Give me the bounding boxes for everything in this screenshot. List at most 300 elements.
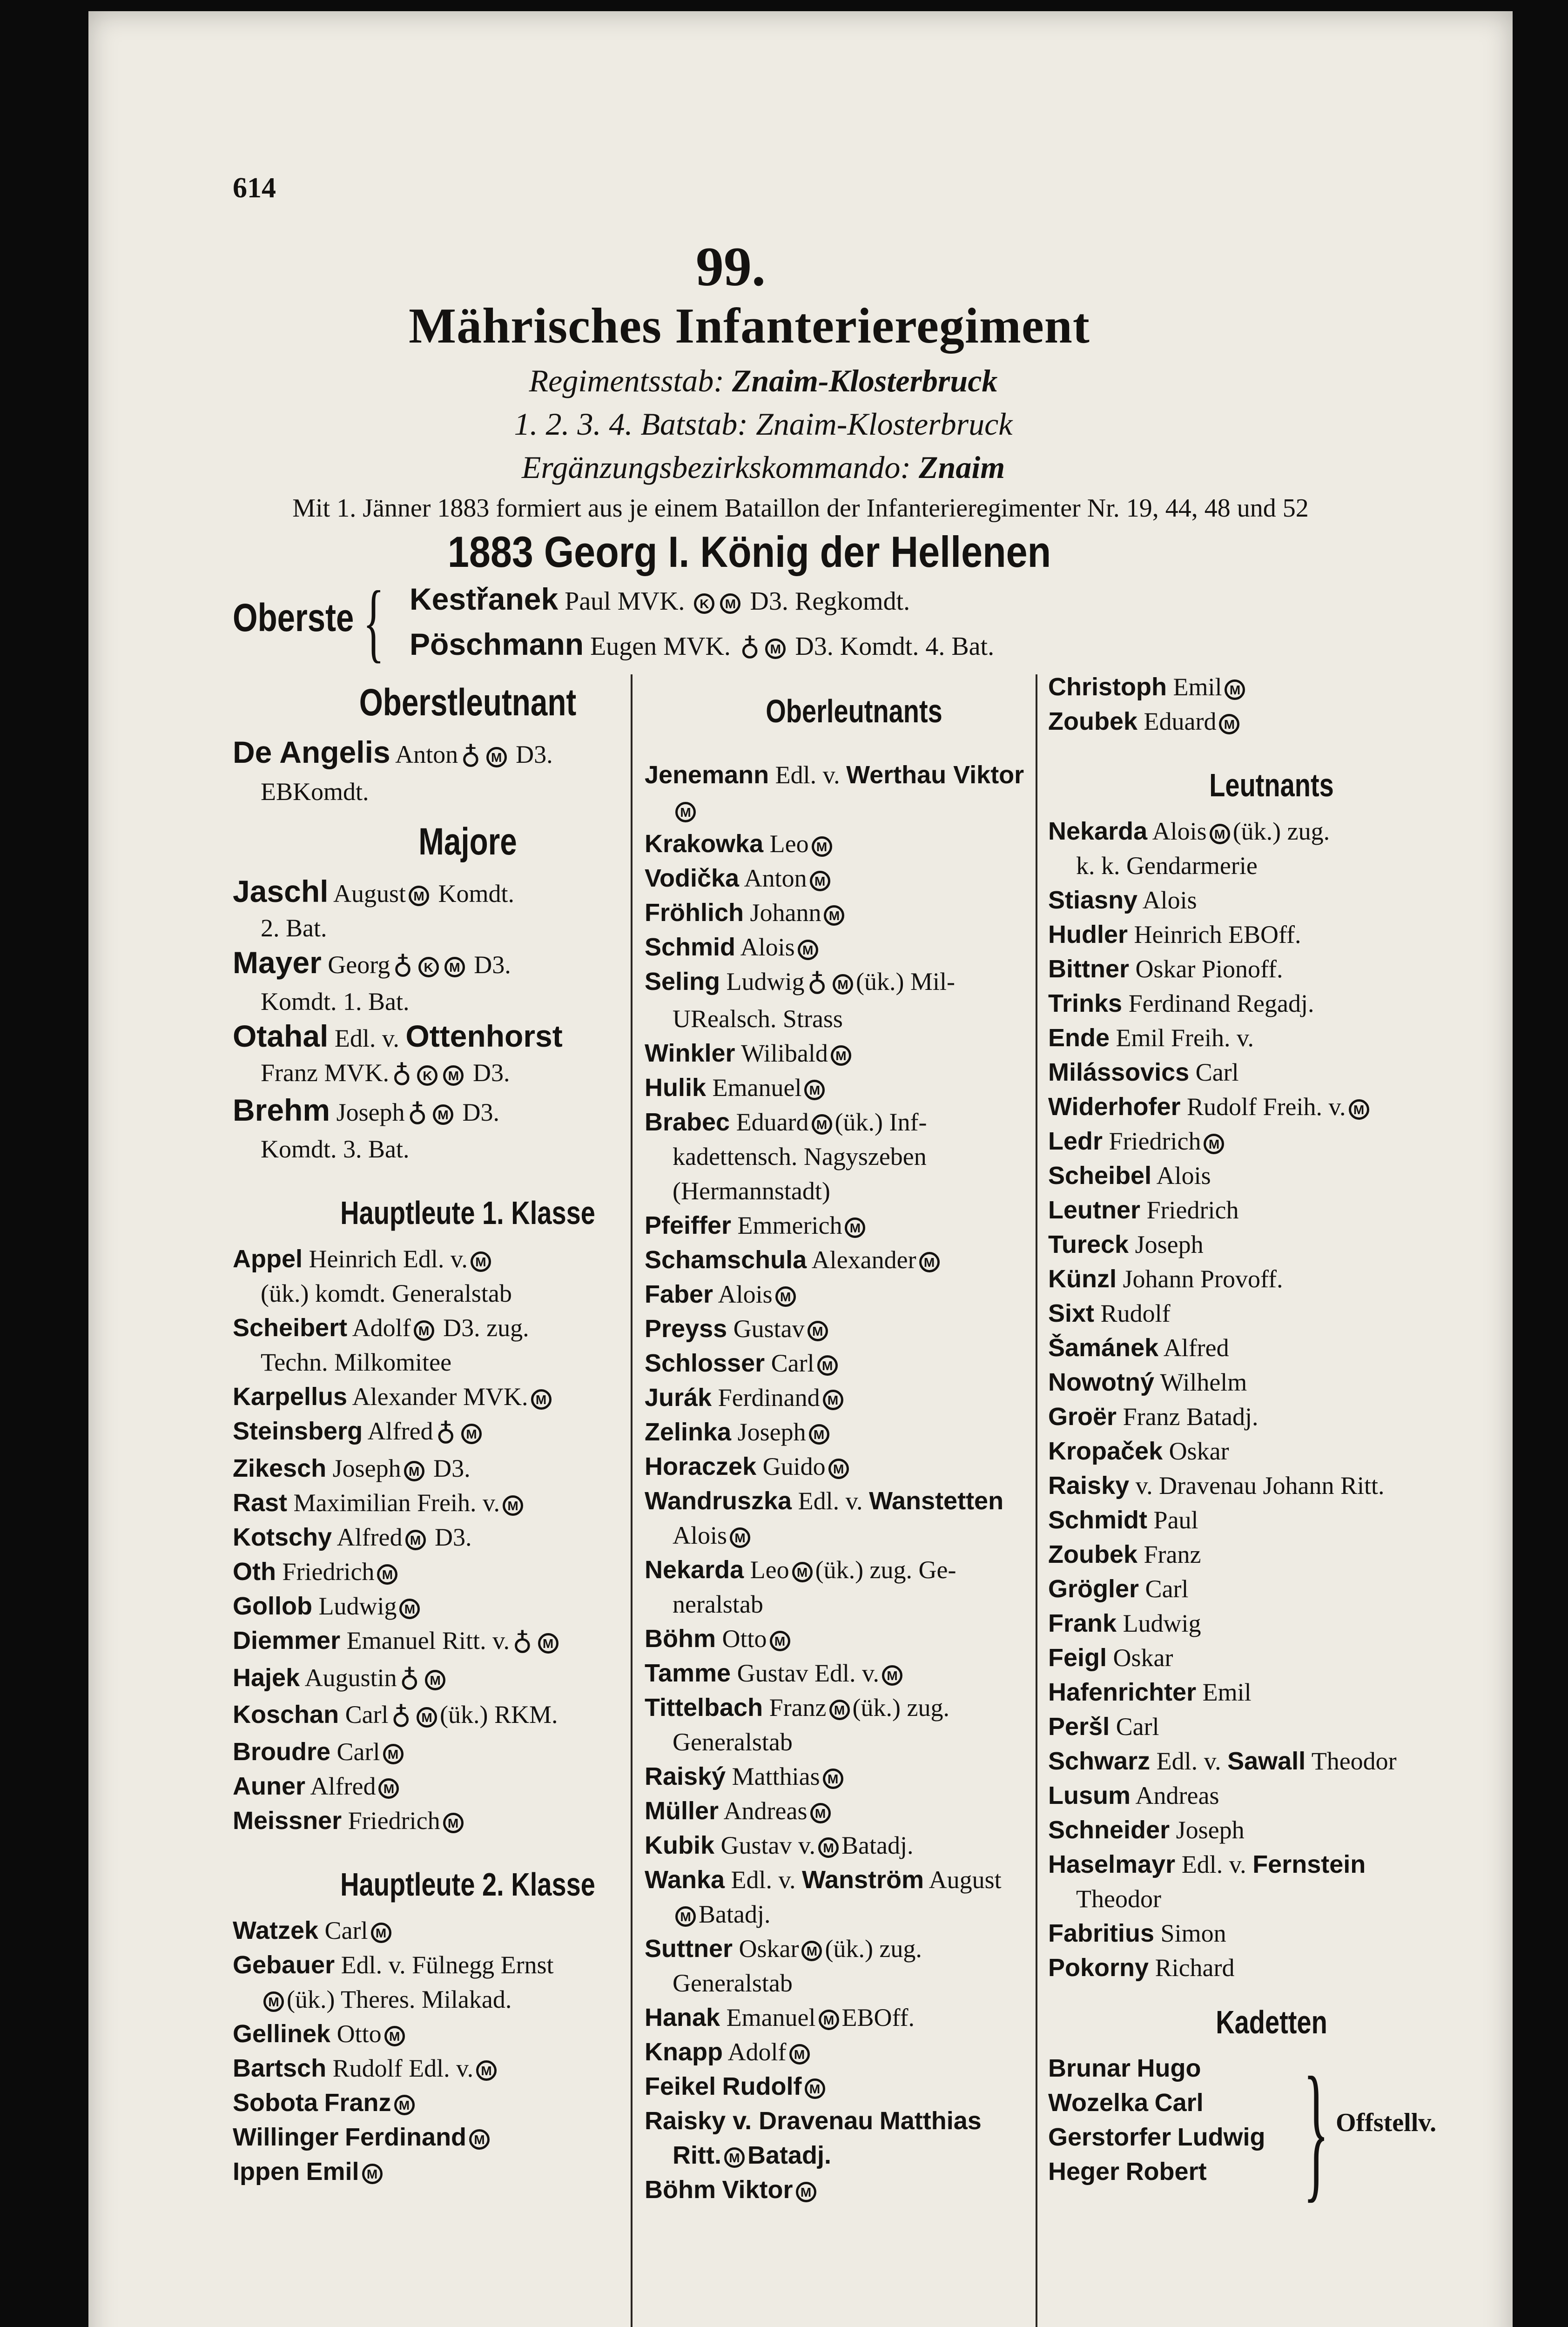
officer-detail: Gustav xyxy=(733,1314,805,1343)
officer-name: Pokorny xyxy=(1048,1954,1149,1982)
officer-detail: Oskar xyxy=(739,1934,799,1963)
list-item xyxy=(233,1414,703,1451)
m-decoration-icon: M xyxy=(362,2164,383,2184)
officer-name: Grögler xyxy=(1048,1575,1139,1603)
officer-detail: Carl xyxy=(336,1737,380,1766)
m-decoration-icon: M xyxy=(371,1923,391,1943)
officer-name: Wandruszka xyxy=(645,1486,792,1515)
officer-detail: Rudolf xyxy=(722,2072,802,2100)
officer-name: Hudler xyxy=(1048,921,1128,948)
officer-name: Nekarda xyxy=(645,1555,744,1584)
officer-name: Rast xyxy=(233,1489,288,1517)
officer-detail: August xyxy=(929,1865,1002,1894)
m-decoration-icon: M xyxy=(404,1461,424,1481)
officer-tail: D3. xyxy=(474,950,511,979)
officer-name: Heger xyxy=(1048,2158,1120,2186)
list-item-continuation: EBKomdt. xyxy=(261,777,369,806)
section-heading: Kadetten xyxy=(1216,2004,1327,2040)
list-item xyxy=(645,1484,1063,1518)
officer-detail: Franz Batadj. xyxy=(1123,1403,1258,1431)
officer-detail: Adolf xyxy=(727,2038,787,2066)
officer-given: Georg xyxy=(328,950,390,979)
officer-detail: Heinrich Edl. v. xyxy=(309,1245,468,1273)
m-decoration-icon: M xyxy=(801,1941,822,1961)
officer-name: Sixt xyxy=(1048,1299,1095,1327)
officer-name: Brehm xyxy=(233,1092,330,1127)
officer-name: Karpellus xyxy=(233,1383,348,1411)
list-item-continuation: Komdt. 3. Bat. xyxy=(261,1135,410,1164)
officer-detail: Johann xyxy=(750,899,821,927)
officer-name: Scheibert xyxy=(233,1314,348,1342)
officer-tail: Batadj. xyxy=(841,1831,914,1859)
officer-name: Raiský xyxy=(645,1762,726,1790)
officer-name: Meissner xyxy=(233,1806,342,1835)
officer-name: Horaczek xyxy=(645,1452,757,1480)
m-decoration-icon: M xyxy=(805,2078,825,2099)
officer-detail: Alfred xyxy=(1163,1334,1229,1362)
list-item xyxy=(645,1105,1063,1139)
m-decoration-icon: M xyxy=(443,1065,464,1086)
officer-name: Lusum xyxy=(1048,1782,1131,1809)
list-item xyxy=(645,2069,1063,2104)
officer-detail: v. Dravenau Johann Ritt. xyxy=(1135,1472,1385,1500)
column-left xyxy=(233,670,703,2189)
batstab-value: Znaim-Klosterbruck xyxy=(755,406,1013,442)
officer-tail: D3. xyxy=(472,1059,510,1087)
officer-name: Nekarda xyxy=(1048,817,1148,845)
list-item xyxy=(1048,986,1495,1021)
officer-name: Auner xyxy=(233,1772,306,1800)
officer-detail: Adolf xyxy=(352,1314,411,1342)
officer-name: Jaschl xyxy=(233,874,329,908)
kadetten-brace: } xyxy=(1303,2046,1329,2216)
list-item-continuation: Theodor xyxy=(1076,1885,1161,1913)
oberst-given: Paul MVK. xyxy=(565,587,685,616)
officer-detail: Oskar xyxy=(1113,1644,1173,1672)
m-decoration-icon: M xyxy=(828,1459,849,1479)
officer-detail: Rudolf Freih. v. xyxy=(1187,1093,1346,1121)
ergaenzung-line xyxy=(88,449,1475,486)
m-decoration-icon: M xyxy=(798,940,818,960)
m-decoration-icon: M xyxy=(809,1424,829,1445)
officer-tail: Batadj. xyxy=(699,1900,771,1928)
officer-name: Hafenrichter xyxy=(1048,1678,1197,1706)
officer-name: Raisky v. Dravenau xyxy=(645,2106,874,2135)
officer-detail: Carl xyxy=(1145,1575,1189,1603)
officer-name: Diemmer xyxy=(233,1627,341,1655)
list-item xyxy=(645,1759,1063,1794)
section-heading: Oberstleutnant xyxy=(359,681,577,724)
cross-decoration-icon: ♁ xyxy=(391,1059,412,1091)
list-item xyxy=(1048,1916,1495,1950)
officer-name: Wanstetten xyxy=(869,1486,1004,1515)
column-middle xyxy=(645,681,1063,2207)
section-heading: Leutnants xyxy=(1209,767,1334,803)
m-decoration-icon: M xyxy=(789,2044,810,2065)
officer-name: Gerstorfer xyxy=(1048,2123,1171,2151)
m-decoration-icon: M xyxy=(824,905,844,926)
officer-mid: Edl. v. xyxy=(334,1024,399,1053)
officer-detail: Viktor xyxy=(722,2175,793,2204)
officer-name: Schamschula xyxy=(645,1245,807,1274)
officer-name: Oth xyxy=(233,1558,276,1586)
list-item xyxy=(233,2120,703,2154)
officer-name: De Angelis xyxy=(233,735,390,769)
officer-name: Kubik xyxy=(645,1831,715,1859)
cross-decoration-icon: ♁ xyxy=(399,1664,420,1696)
officer-name: Ende xyxy=(1048,1024,1110,1052)
m-decoration-icon: M xyxy=(538,1633,559,1654)
m-decoration-icon: M xyxy=(384,2026,405,2046)
officer-detail: Ferdinand xyxy=(345,2123,467,2151)
regimentsstab-label: Regimentsstab: xyxy=(529,363,724,398)
officer-tail: Komdt. xyxy=(438,879,515,908)
list-item xyxy=(645,895,1063,930)
officer-name: Mayer xyxy=(233,945,322,980)
officer-name: Tittelbach xyxy=(645,1693,763,1722)
regiment-number: 99. xyxy=(696,235,766,297)
cross-decoration-icon: ♁ xyxy=(740,633,760,665)
m-decoration-icon: M xyxy=(796,2182,816,2202)
m-decoration-icon: M xyxy=(823,1390,843,1410)
list-item-continuation: (Hermannstadt) xyxy=(673,1177,830,1205)
officer-detail: Edl. v. Fülnegg Ernst xyxy=(341,1950,554,1979)
officer-detail: Andreas xyxy=(723,1796,808,1825)
officer-detail: Oskar Pionoff. xyxy=(1135,955,1283,983)
officer-detail: Alfred xyxy=(310,1772,376,1800)
list-item xyxy=(1048,1709,1495,1744)
officer-tail: (ük.) zug. xyxy=(1232,817,1330,845)
list-item xyxy=(645,1931,1063,1966)
oberste-brace: { xyxy=(363,573,384,671)
m-decoration-icon: M xyxy=(1204,1134,1224,1154)
list-item xyxy=(645,861,1063,895)
column-right xyxy=(1048,670,1495,2189)
officer-detail: Ferdinand Regadj. xyxy=(1128,989,1314,1017)
list-item xyxy=(1048,1090,1495,1124)
officer-tail: (ük.) Mil- xyxy=(856,968,955,995)
page-number: 614 xyxy=(233,172,276,204)
list-item xyxy=(233,2017,703,2051)
list-item xyxy=(233,1093,703,1132)
list-item xyxy=(645,1277,1063,1311)
m-decoration-icon: M xyxy=(812,1114,832,1135)
officer-detail: Carl xyxy=(1154,2089,1204,2117)
officer-detail: Maximilian Freih. v. xyxy=(293,1489,500,1517)
list-item xyxy=(645,1621,1063,1656)
list-item xyxy=(1048,1124,1495,1158)
officer-detail: Edl. v. xyxy=(798,1486,863,1515)
list-item xyxy=(233,1948,703,1982)
list-item xyxy=(645,1415,1063,1449)
list-item xyxy=(1048,1950,1495,1985)
oberst-name: Pöschmann xyxy=(410,627,584,661)
list-item xyxy=(1048,1296,1495,1331)
list-item xyxy=(1048,1847,1495,1882)
k-decoration-icon: K xyxy=(417,1065,437,1086)
officer-name: Knapp xyxy=(645,2038,723,2066)
officer-name: Sawall xyxy=(1227,1747,1306,1775)
officer-detail: Eduard xyxy=(736,1108,809,1136)
officer-tail: (ük.) zug. xyxy=(852,1693,949,1722)
list-item xyxy=(1048,1813,1495,1847)
officer-name: Willinger xyxy=(233,2123,339,2151)
officer-name: Fröhlich xyxy=(645,899,744,927)
officer-detail: Hugo xyxy=(1137,2054,1201,2082)
cross-decoration-icon: ♁ xyxy=(461,741,481,773)
m-decoration-icon: M xyxy=(399,1599,420,1619)
list-item xyxy=(645,964,1063,1002)
list-item xyxy=(233,874,703,911)
officer-name: Winkler xyxy=(645,1039,735,1067)
ergaenzung-label: Ergänzungsbezirkskommando: xyxy=(521,450,911,485)
officer-tail: (ük.) zug. xyxy=(825,1934,922,1963)
oberst-row xyxy=(410,582,910,619)
officer-detail: Robert xyxy=(1125,2158,1207,2186)
officer-detail: Carl xyxy=(1195,1058,1239,1086)
list-item xyxy=(233,1554,703,1589)
m-decoration-icon: M xyxy=(443,1813,464,1833)
section-heading: Hauptleute 1. Klasse xyxy=(340,1195,595,1231)
list-item xyxy=(233,1520,703,1554)
list-item xyxy=(1048,917,1495,952)
list-item xyxy=(1048,1503,1495,1537)
officer-name: Seling xyxy=(645,968,720,995)
list-item xyxy=(233,2085,703,2120)
officer-tail: D3. zug. xyxy=(443,1314,529,1342)
officer-name: Milássovics xyxy=(1048,1058,1190,1086)
officer-tail: D3. xyxy=(435,1523,472,1552)
officer-name: Böhm xyxy=(645,2175,716,2204)
list-item xyxy=(1048,1021,1495,1055)
list-item-continuation: (ük.) komdt. Generalstab xyxy=(261,1279,512,1308)
officer-name: Werthau Viktor xyxy=(846,761,1024,789)
officer-detail: Emil Freih. v. xyxy=(1116,1024,1254,1052)
list-item xyxy=(1048,1675,1495,1709)
m-decoration-icon: M xyxy=(409,886,429,906)
officer-detail: Friedrich xyxy=(1109,1127,1201,1155)
officer-name: Koschan xyxy=(233,1701,339,1729)
officer-name: Peršl xyxy=(1048,1713,1110,1741)
officer-detail: Edl. v. xyxy=(1181,1850,1246,1878)
list-item xyxy=(1048,1331,1495,1365)
m-decoration-icon: M xyxy=(433,1104,453,1125)
officer-tail: (ük.) zug. Ge- xyxy=(815,1555,956,1584)
m-decoration-icon: M xyxy=(405,1530,426,1550)
officer-name: Zoubek xyxy=(1048,707,1138,735)
officer-detail: Rudolf xyxy=(1100,1299,1171,1327)
officer-name: Kotschy xyxy=(233,1523,332,1552)
m-decoration-icon: M xyxy=(829,1700,850,1720)
m-decoration-icon: M xyxy=(417,1707,437,1728)
m-decoration-icon: M xyxy=(831,1045,851,1066)
list-item xyxy=(1048,1778,1495,1813)
officer-name: Schmid xyxy=(645,933,736,961)
list-item xyxy=(1048,814,1495,848)
m-decoration-icon: M xyxy=(1225,679,1245,700)
section-heading: Hauptleute 2. Klasse xyxy=(340,1866,595,1903)
officer-detail: Leo xyxy=(750,1555,789,1584)
officer-detail: Edl. v. xyxy=(731,1865,796,1894)
officer-detail: Franz xyxy=(324,2088,391,2117)
officer-detail: Matthias xyxy=(732,1762,820,1790)
officer-detail: Ludwig xyxy=(1123,1609,1201,1637)
officer-name: Kropaček xyxy=(1048,1437,1163,1465)
officer-name: Sobota xyxy=(233,2088,318,2117)
kadetten-group-label: Offstellv. xyxy=(1336,2108,1437,2137)
list-item xyxy=(645,1311,1063,1346)
officer-detail: Otto xyxy=(722,1624,767,1653)
list-item xyxy=(233,1589,703,1623)
list-item xyxy=(645,1380,1063,1415)
list-item-continuation xyxy=(645,1518,1063,1553)
list-item xyxy=(233,1735,703,1769)
officer-name: Faber xyxy=(645,1280,713,1308)
list-item xyxy=(645,930,1063,964)
officer-detail: Wilhelm xyxy=(1160,1368,1247,1396)
list-item xyxy=(1048,1227,1495,1262)
officer-name: Brabec xyxy=(645,1108,730,1136)
officer-given: Joseph xyxy=(336,1098,405,1126)
officer-name: Watzek xyxy=(233,1916,319,1944)
regiment-owner: 1883 Georg I. König der Hellenen xyxy=(447,527,1051,576)
list-item xyxy=(1048,2051,1495,2085)
list-item-continuation: neralstab xyxy=(673,1590,763,1618)
officer-detail: Johann Provoff. xyxy=(1123,1265,1283,1293)
officer-detail: Rudolf Edl. v. xyxy=(332,2054,474,2082)
list-item xyxy=(645,1828,1063,1863)
officer-detail: Joseph xyxy=(1135,1231,1204,1258)
officer-name: Zoubek xyxy=(1048,1540,1138,1568)
officer-name: Schmidt xyxy=(1048,1506,1148,1534)
officer-name: Suttner xyxy=(645,1934,733,1963)
officer-name: Otahal xyxy=(233,1019,329,1054)
officer-detail: Simon xyxy=(1160,1919,1226,1947)
list-item xyxy=(1048,1606,1495,1641)
officer-tail: Batadj. xyxy=(747,2141,832,2169)
m-decoration-icon: M xyxy=(819,2010,839,2030)
officer-detail: Alois xyxy=(1156,1162,1211,1190)
list-item xyxy=(1048,883,1495,917)
officer-name: Broudre xyxy=(233,1737,331,1766)
oberste-label: Oberste xyxy=(233,596,354,639)
regimentsstab-value: Znaim-Klosterbruck xyxy=(732,363,998,398)
officer-name: Schwarz xyxy=(1048,1747,1151,1775)
officer-tail: EBOff. xyxy=(841,2003,915,2031)
officer-name: Scheibel xyxy=(1048,1162,1152,1190)
m-decoration-icon: M xyxy=(730,1527,750,1548)
officer-name: Brunar xyxy=(1048,2054,1131,2082)
officer-name: Appel xyxy=(233,1245,303,1273)
officer-detail: Richard xyxy=(1155,1954,1235,1982)
list-item xyxy=(645,1553,1063,1587)
officer-detail: Franz xyxy=(1144,1540,1201,1568)
officer-name: Böhm xyxy=(645,1624,716,1653)
officer-detail: Carl xyxy=(771,1349,814,1377)
list-item xyxy=(233,1913,703,1948)
section-heading: Majore xyxy=(418,820,517,863)
list-item xyxy=(233,1311,703,1345)
m-decoration-icon: M xyxy=(469,2129,490,2150)
regiment-title: Mährisches Infanterieregiment xyxy=(409,298,1090,354)
m-decoration-icon: M xyxy=(882,1665,902,1686)
officer-detail: Emmerich xyxy=(737,1211,842,1239)
m-decoration-icon: M xyxy=(804,1080,825,1100)
officer-detail: Ferdinand xyxy=(718,1383,820,1412)
list-item xyxy=(1048,1537,1495,1572)
officer-detail: Alois xyxy=(718,1280,773,1308)
m-decoration-icon: M xyxy=(378,1778,399,1799)
officer-detail: Anton xyxy=(744,864,807,892)
m-decoration-icon: M xyxy=(845,1217,865,1238)
m-decoration-icon: M xyxy=(263,1991,284,2012)
officer-name: Raisky xyxy=(1048,1472,1130,1500)
officer-detail: Alexander MVK. xyxy=(352,1383,528,1411)
officer-given: Anton xyxy=(395,740,458,768)
document-page xyxy=(88,11,1513,2327)
list-item xyxy=(1048,1572,1495,1606)
officer-tail: (ük.) RKM. xyxy=(440,1701,558,1729)
m-decoration-icon: M xyxy=(818,1837,839,1858)
m-decoration-icon: M xyxy=(675,802,696,822)
officer-detail: Heinrich EBOff. xyxy=(1134,921,1301,948)
m-decoration-icon: M xyxy=(792,1562,813,1582)
list-item xyxy=(645,1346,1063,1380)
m-decoration-icon: M xyxy=(444,957,465,977)
cross-decoration-icon: ♁ xyxy=(436,1418,456,1450)
list-item xyxy=(1048,2154,1495,2189)
officer-detail: Emil xyxy=(306,2157,359,2186)
officer-name: Trinks xyxy=(1048,989,1123,1017)
officer-detail: Alois xyxy=(1142,886,1197,914)
cross-decoration-icon: ♁ xyxy=(407,1099,428,1131)
officer-tail: D3. xyxy=(516,740,553,768)
officer-detail: Alois xyxy=(1152,817,1207,845)
officer-detail: Eduard xyxy=(1144,707,1217,735)
m-decoration-icon: M xyxy=(414,1320,434,1341)
officer-detail: Ludwig xyxy=(726,968,805,995)
officer-name: Christoph xyxy=(1048,673,1167,701)
m-decoration-icon: M xyxy=(394,2095,415,2115)
list-item-continuation: Generalstab xyxy=(673,1969,793,1997)
list-item-continuation xyxy=(645,792,1063,827)
officer-name: Stiasny xyxy=(1048,886,1138,914)
m-decoration-icon: M xyxy=(503,1495,523,1516)
officer-detail: Theodor xyxy=(1311,1747,1397,1775)
officer-detail: Edl. v. xyxy=(1156,1747,1221,1775)
m-decoration-icon: M xyxy=(383,1744,404,1764)
list-item xyxy=(233,1379,703,1414)
oberst-tail: D3. Regkomdt. xyxy=(750,587,910,616)
officer-detail: Paul xyxy=(1153,1506,1198,1534)
officer-name: Vodička xyxy=(645,864,740,892)
officer-detail: Joseph xyxy=(737,1418,806,1446)
oberst-name: Kestřanek xyxy=(410,582,559,616)
list-item xyxy=(233,1803,703,1838)
officer-detail: Ritt. xyxy=(673,2141,721,2169)
list-item xyxy=(233,945,703,985)
list-item xyxy=(645,1208,1063,1243)
officer-name: Widerhofer xyxy=(1048,1093,1181,1121)
list-item xyxy=(233,1019,703,1056)
officer-detail: Franz xyxy=(769,1693,827,1722)
batstab-line xyxy=(88,406,1475,443)
list-item xyxy=(1048,1158,1495,1193)
officer-detail: Emil xyxy=(1173,673,1222,701)
officer-name: Schlosser xyxy=(645,1349,765,1377)
regimentsstab-line xyxy=(88,363,1475,399)
officer-name: Wanström xyxy=(802,1865,924,1894)
